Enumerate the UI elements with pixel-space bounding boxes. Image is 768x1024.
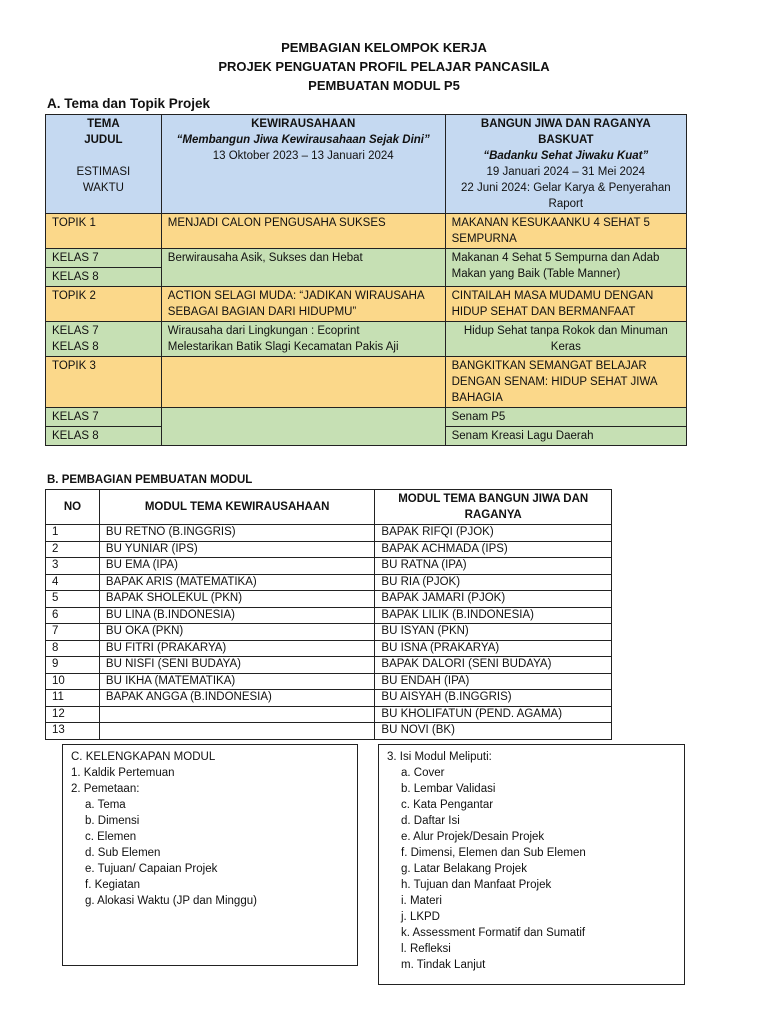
topik1-col2-kelas: Makanan 4 Sehat 5 Sempurna dan Adab Makan yang Baik (Table Manner)	[445, 249, 686, 287]
list-item: e. Alur Projek/Desain Projek	[401, 831, 545, 843]
table-row	[46, 249, 687, 287]
topik2-col1-kelas	[161, 322, 445, 357]
table-row	[46, 322, 687, 357]
bangun-jiwa-teacher: BAPAK DALORI (SENI BUDAYA)	[375, 657, 612, 674]
topik3-kelas7: KELAS 7	[46, 408, 162, 427]
section-c-title: C. KELENGKAPAN MODUL	[71, 751, 216, 763]
isi-list	[387, 765, 676, 973]
isi-modul-box	[378, 744, 685, 985]
bangun-jiwa-teacher: BU NOVI (BK)	[375, 723, 612, 740]
modul-table	[45, 489, 612, 740]
kewirausahaan-teacher: BU FITRI (PRAKARYA)	[99, 640, 375, 657]
col2-judul: “Badanku Sehat Jiwaku Kuat”	[483, 150, 649, 162]
col2-subtema: BASKUAT	[538, 134, 594, 146]
kewirausahaan-teacher: BAPAK SHOLEKUL (PKN)	[99, 591, 375, 608]
table-row	[46, 214, 687, 249]
table-row	[46, 673, 612, 690]
row-number: 4	[46, 574, 100, 591]
list-item: m. Tindak Lanjut	[401, 959, 486, 971]
list-item: g. Latar Belakang Projek	[401, 863, 527, 875]
topik3-col2-kelas8: Senam Kreasi Lagu Daerah	[445, 427, 686, 446]
list-item: c. Elemen	[85, 831, 137, 843]
table-row	[46, 558, 612, 575]
topik1-col1-kelas: Berwirausaha Asik, Sukses dan Hebat	[161, 249, 445, 287]
col2-tema: BANGUN JIWA DAN RAGANYA	[480, 118, 651, 130]
waktu-label: WAKTU	[82, 182, 124, 194]
bangun-jiwa-teacher: BU ISNA (PRAKARYA)	[375, 640, 612, 657]
topik2-kelas-cell	[46, 322, 162, 357]
header-bangun-jiwa: MODUL TEMA BANGUN JIWA DAN RAGANYA	[375, 490, 612, 525]
topik3-col1-kelas	[161, 408, 445, 446]
table-row	[46, 706, 612, 723]
kewirausahaan-teacher	[99, 723, 375, 740]
list-item: i. Materi	[401, 895, 442, 907]
list-item: k. Assessment Formatif dan Sumatif	[401, 927, 586, 939]
kewirausahaan-teacher: BAPAK ANGGA (B.INDONESIA)	[99, 690, 375, 707]
table-row	[46, 115, 687, 214]
header-kewirausahaan: MODUL TEMA KEWIRAUSAHAAN	[99, 490, 375, 525]
header-no: NO	[46, 490, 100, 525]
kewirausahaan-teacher: BU IKHA (MATEMATIKA)	[99, 673, 375, 690]
table-row	[46, 723, 612, 740]
kewirausahaan-teacher: BU EMA (IPA)	[99, 558, 375, 575]
row-number: 8	[46, 640, 100, 657]
topik2-kelas7: KELAS 7	[52, 325, 99, 337]
topik1-kelas-cell	[46, 249, 162, 287]
bangun-jiwa-teacher: BAPAK ACHMADA (IPS)	[375, 541, 612, 558]
topik3-col2-kelas7: Senam P5	[445, 408, 686, 427]
list-item: g. Alokasi Waktu (JP dan Minggu)	[85, 895, 257, 907]
table-row	[46, 525, 612, 542]
tema-topik-table	[45, 114, 687, 446]
kelengkapan-item-1: 1. Kaldik Pertemuan	[71, 767, 175, 779]
topik2-kelas8: KELAS 8	[52, 341, 99, 353]
list-item: f. Dimensi, Elemen dan Sub Elemen	[401, 847, 586, 859]
table-row	[46, 640, 612, 657]
col1-judul: “Membangun Jiwa Kewirausahaan Sejak Dini”	[176, 134, 430, 146]
estimasi-label: ESTIMASI	[76, 166, 131, 178]
row-number: 3	[46, 558, 100, 575]
row-number: 13	[46, 723, 100, 740]
table-row	[46, 657, 612, 674]
kelengkapan-item-3: 3. Isi Modul Meliputi:	[387, 751, 492, 763]
list-item: d. Sub Elemen	[85, 847, 161, 859]
table-row	[46, 408, 687, 427]
bangun-jiwa-header	[445, 115, 686, 214]
bangun-jiwa-teacher: BU AISYAH (B.INGGRIS)	[375, 690, 612, 707]
bangun-jiwa-teacher: BU ENDAH (IPA)	[375, 673, 612, 690]
bangun-jiwa-teacher: BU ISYAN (PKN)	[375, 624, 612, 641]
table-header-row	[46, 490, 612, 525]
list-item: f. Kegiatan	[85, 879, 140, 891]
col1-tema: KEWIRAUSAHAAN	[251, 118, 356, 130]
topik3-label: TOPIK 3	[46, 357, 162, 408]
topik1-col2: MAKANAN KESUKAANKU 4 SEHAT 5 SEMPURNA	[445, 214, 686, 249]
kelengkapan-item-2: 2. Pemetaan:	[71, 783, 140, 795]
topik3-kelas8: KELAS 8	[46, 427, 162, 446]
kewirausahaan-header	[161, 115, 445, 214]
row-number: 6	[46, 607, 100, 624]
row-number: 10	[46, 673, 100, 690]
kewirausahaan-teacher: BU NISFI (SENI BUDAYA)	[99, 657, 375, 674]
table-row	[46, 574, 612, 591]
list-item: b. Dimensi	[85, 815, 140, 827]
section-b-title: B. PEMBAGIAN PEMBUATAN MODUL	[47, 474, 253, 486]
modul-table-body	[46, 525, 612, 740]
table-row	[46, 541, 612, 558]
bangun-jiwa-teacher: BAPAK LILIK (B.INDONESIA)	[375, 607, 612, 624]
list-item: b. Lembar Validasi	[401, 783, 496, 795]
doc-title-line3: PEMBUATAN MODUL P5	[308, 78, 460, 93]
topik2-col2-kelas: Hidup Sehat tanpa Rokok dan Minuman Keras	[445, 322, 686, 357]
list-item: a. Cover	[401, 767, 445, 779]
table-row	[46, 690, 612, 707]
table-row	[46, 624, 612, 641]
col2-waktu: 19 Januari 2024 – 31 Mei 2024	[486, 166, 646, 178]
topik1-col1: MENJADI CALON PENGUSAHA SUKSES	[161, 214, 445, 249]
bangun-jiwa-teacher: BAPAK RIFQI (PJOK)	[375, 525, 612, 542]
doc-title-line1: PEMBAGIAN KELOMPOK KERJA	[281, 40, 487, 55]
list-item: d. Daftar Isi	[401, 815, 460, 827]
row-number: 12	[46, 706, 100, 723]
pemetaan-list	[71, 797, 349, 909]
table-row	[46, 591, 612, 608]
doc-title-line2: PROJEK PENGUATAN PROFIL PELAJAR PANCASILA	[218, 59, 550, 74]
topik2-col1-kelas8: Melestarikan Batik Slagi Kecamatan Pakis Aji	[167, 341, 399, 353]
row-number: 11	[46, 690, 100, 707]
bangun-jiwa-teacher: BU RIA (PJOK)	[375, 574, 612, 591]
kewirausahaan-teacher: BU LINA (B.INDONESIA)	[99, 607, 375, 624]
bangun-jiwa-teacher: BU RATNA (IPA)	[375, 558, 612, 575]
col1-waktu: 13 Oktober 2023 – 13 Januari 2024	[212, 150, 394, 162]
list-item: j. LKPD	[401, 911, 440, 923]
topik2-label: TOPIK 2	[46, 287, 162, 322]
table-row	[46, 287, 687, 322]
kewirausahaan-teacher: BU YUNIAR (IPS)	[99, 541, 375, 558]
col2-note: 22 Juni 2024: Gelar Karya & Penyerahan Raport	[460, 182, 671, 210]
list-item: h. Tujuan dan Manfaat Projek	[401, 879, 552, 891]
topik1-kelas7: KELAS 7	[46, 249, 161, 268]
row-number: 7	[46, 624, 100, 641]
row-number: 1	[46, 525, 100, 542]
kewirausahaan-teacher: BU OKA (PKN)	[99, 624, 375, 641]
table-row	[46, 607, 612, 624]
list-item: l. Refleksi	[401, 943, 451, 955]
topik1-label: TOPIK 1	[46, 214, 162, 249]
list-item: e. Tujuan/ Capaian Projek	[85, 863, 218, 875]
kewirausahaan-teacher: BU RETNO (B.INGGRIS)	[99, 525, 375, 542]
kewirausahaan-teacher	[99, 706, 375, 723]
list-item: a. Tema	[85, 799, 126, 811]
topik2-col2: CINTAILAH MASA MUDAMU DENGAN HIDUP SEHAT DAN BERMANFAAT	[445, 287, 686, 322]
kelengkapan-box	[62, 744, 358, 966]
table-row	[46, 357, 687, 408]
tema-label: TEMA	[87, 118, 120, 130]
topik2-col1: ACTION SELAGI MUDA: “JADIKAN WIRAUSAHA SEBAGAI BAGIAN DARI HIDUPMU”	[161, 287, 445, 322]
kewirausahaan-teacher: BAPAK ARIS (MATEMATIKA)	[99, 574, 375, 591]
bangun-jiwa-teacher: BAPAK JAMARI (PJOK)	[375, 591, 612, 608]
topik3-col1	[161, 357, 445, 408]
section-a-title: A. Tema dan Topik Projek	[47, 96, 211, 111]
row-number: 5	[46, 591, 100, 608]
row-number: 9	[46, 657, 100, 674]
judul-label: JUDUL	[84, 134, 123, 146]
topik1-kelas8: KELAS 8	[52, 271, 99, 283]
row-number: 2	[46, 541, 100, 558]
label-cell	[46, 115, 162, 214]
topik3-col2: BANGKITKAN SEMANGAT BELAJAR DENGAN SENAM: HIDUP SEHAT JIWA BAHAGIA	[445, 357, 686, 408]
list-item: c. Kata Pengantar	[401, 799, 494, 811]
bangun-jiwa-teacher: BU KHOLIFATUN (PEND. AGAMA)	[375, 706, 612, 723]
topik2-col1-kelas7: Wirausaha dari Lingkungan : Ecoprint	[167, 325, 360, 337]
